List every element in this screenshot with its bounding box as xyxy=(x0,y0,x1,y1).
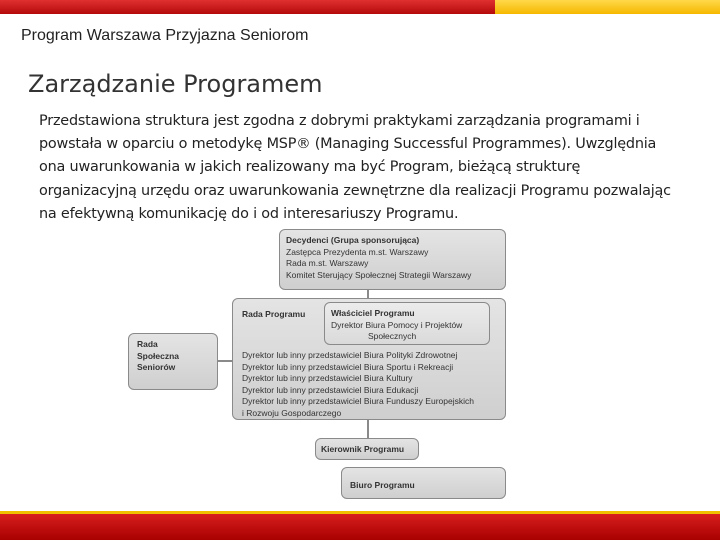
sponsors-line: Zastępca Prezydenta m.st. Warszawy xyxy=(286,246,429,257)
seniors-council-line: Seniorów xyxy=(137,362,176,372)
program-owner-line: Społecznych xyxy=(368,331,417,341)
connector-seniors-council xyxy=(218,360,232,362)
program-owner-title: Właściciel Programu xyxy=(331,308,415,318)
connector-council-manager xyxy=(367,419,369,439)
program-owner-line: Dyrektor Biura Pomocy i Projektów xyxy=(331,319,463,330)
program-office-title: Biuro Programu xyxy=(350,480,415,490)
bottom-accent-bar xyxy=(0,514,720,540)
seniors-council-line: Rada xyxy=(137,339,158,349)
seniors-council-box xyxy=(128,333,218,390)
council-member: Dyrektor lub inny przedstawiciel Biura Kultury xyxy=(242,373,413,383)
slide-body-text: Przedstawiona struktura jest zgodna z dobrymi praktykami zarządzania programami i powstała w oparciu o metodykę MSP® (Managing Successful Programmes). Uwzględnia ona uwarunkowania w jakich realizowany ma być Program, bieżącą strukturę organizacyjną urzędu oraz uwarunkowania zewnętrzne dla realizacji Programu pozwalając na efektywną komunikację do i od interesariuszy Programu. xyxy=(39,113,671,222)
council-member: Dyrektor lub inny przedstawiciel Biura Edukacji xyxy=(242,384,419,395)
council-member: Dyrektor lub inny przedstawiciel Biura Sportu i Rekreacji xyxy=(242,361,454,372)
program-office-box xyxy=(341,467,506,499)
top-accent-bar-yellow xyxy=(495,0,720,14)
program-owner-box xyxy=(324,302,490,345)
seniors-council-line: Społeczna xyxy=(137,350,180,361)
program-council-title: Rada Programu xyxy=(242,309,306,319)
sponsors-line: Rada m.st. Warszawy xyxy=(286,258,369,268)
presentation-header-title: Program Warszawa Przyjazna Seniorom xyxy=(21,27,309,44)
sponsors-box xyxy=(279,229,506,290)
sponsors-line: Komitet Sterujący Społecznej Strategii Warszawy xyxy=(286,269,472,280)
sponsors-title: Decydenci (Grupa sponsorująca) xyxy=(286,235,420,245)
program-manager-box xyxy=(315,438,419,460)
council-members-list xyxy=(242,350,474,419)
council-member: i Rozwoju Gospodarczego xyxy=(242,407,342,418)
slide-title: Zarządzanie Programem xyxy=(28,70,323,98)
council-member: Dyrektor lub inny przedstawiciel Biura Polityki Zdrowotnej xyxy=(242,350,458,360)
program-manager-title: Kierownik Programu xyxy=(321,444,405,454)
council-member: Dyrektor lub inny przedstawiciel Biura Funduszy Europejskich xyxy=(242,396,474,406)
top-accent-bar-red xyxy=(0,0,495,14)
